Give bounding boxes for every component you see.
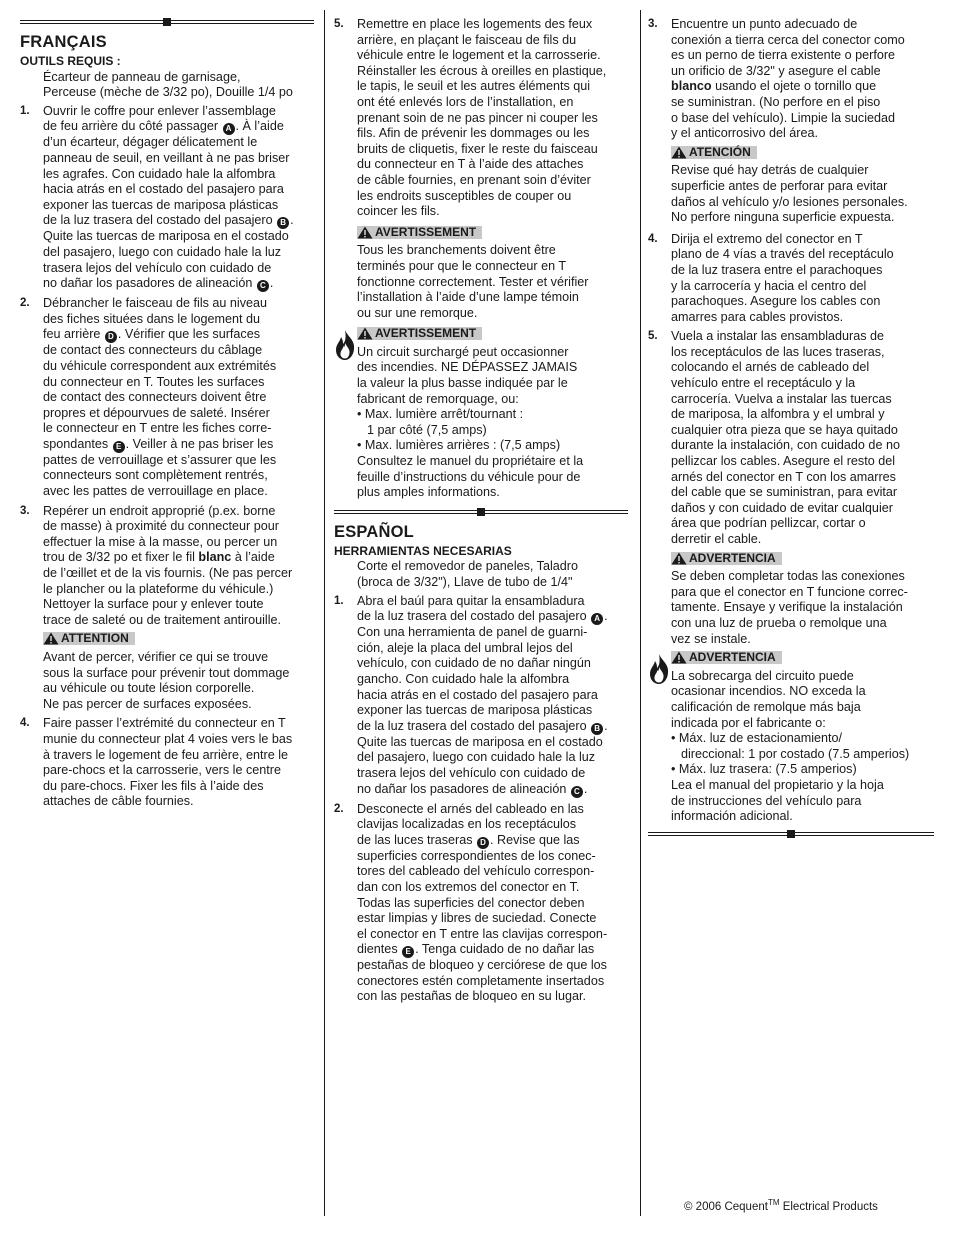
tools-label: HERRAMIENTAS NECESARIAS [334, 543, 512, 558]
fr-step-5: 5. Remettre en place les logements des feux arrière, en plaçant le faisceau de fils du véhicule entre le logement et la carrosserie. Réinstaller les écrous à oreilles en plastique, le tapis, le seuil et les autres éléments qui ont été enlevés lors de l’installation, en prenant soin de ne pas pincer ni couper les fils. Afin de prévenir les dommages ou les bruits de cliquetis, fixer le reste du faisceau du connecteur en T à l’aide des attaches de câble fournies, en prenant soin d’éviter les endroits susceptibles de couper ou coincer les fils. [334, 17, 607, 219]
marker-e-icon: E [402, 946, 414, 958]
tools-list: Corte el removedor de paneles, Taladro (broca de 3/32"), Llave de tubo de 1/4" [357, 559, 578, 589]
marker-e-icon: E [113, 441, 125, 453]
avertissement-label: AVERTISSEMENT [375, 326, 477, 341]
fr-attention-box: ATTENTION Avant de percer, vérifier ce qui se trouve sous la surface pour prévenir tout dommage au véhicule ou toute lésion corporelle. Ne pas percer de surfaces exposées. [43, 631, 290, 711]
marker-c-icon: C [571, 786, 583, 798]
advertencia-label: ADVERTENCIA [689, 550, 776, 565]
es-warning-box-2: ADVERTENCIA La sobrecarga del circuito puede ocasionar incendios. NO exceda la calificación de remolque más baja indicada por el fabricante o: • Máx. luz de estacionamiento/ direccional: 1 por costado (7.5 amperios) • Máx. luz trasera: (7.5 amperios) Lea el manual del propietario y la hoja de instrucciones del vehículo para información adicional. [648, 651, 934, 825]
fire-hazard-icon [648, 653, 670, 685]
tools-label: OUTILS REQUIS : [20, 54, 121, 68]
marker-c-icon: C [257, 280, 269, 292]
warning-triangle-icon [671, 651, 687, 664]
marker-a-icon: A [223, 123, 235, 135]
marker-b-icon: B [277, 217, 289, 229]
section-rule [648, 831, 934, 837]
atencion-label: ATENCIÓN [689, 144, 751, 159]
marker-b-icon: B [591, 723, 603, 735]
marker-d-icon: D [105, 331, 117, 343]
warning-triangle-icon [671, 146, 687, 159]
warning-triangle-icon [671, 552, 687, 565]
fire-hazard-icon [334, 329, 356, 361]
section-rule [334, 509, 628, 515]
column-divider-2 [640, 10, 641, 1216]
es-step-3: 3. Encuentre un punto adecuado de conexión a tierra cerca del conector como es un perno de tierra existente o perfore un orificio de 3/32" y asegure el cable blanco usando el ojete o tornillo que se suministran. (No perfore en el piso o base del vehículo). Limpie la suciedad y el anticorrosivo del área. [648, 17, 905, 141]
es-atencion-box: ATENCIÓN Revise qué hay detrás de cualquier superficie antes de perforar para evitar daños al vehículo y/o lesiones personales. No perfore ninguna superficie expuesta. [671, 144, 908, 225]
avertissement-label: AVERTISSEMENT [375, 224, 477, 239]
es-step-4: 4. Dirija el extremo del conector en T plano de 4 vías a través del receptáculo de la luz trasera entre el parachoques y la carrocería y hacia el centro del parachoques. Asegure los cables con amarres para cables provistos. [648, 231, 894, 324]
fr-step-4: 4. Faire passer l’extrémité du connecteur en T munie du connecteur plat 4 voies vers le bas à travers le logement de feu arrière, entre le pare-chocs et la carrosserie, vers le centre du pare-chocs. Fixer les fils à l’aide des attaches de câble fournies. [20, 716, 293, 809]
advertencia-label: ADVERTENCIA [689, 650, 776, 665]
fr-warning-box-2: AVERTISSEMENT Un circuit surchargé peut occasionner des incendies. NE DÉPASSEZ JAMAIS la valeur la plus basse indiquée par le fabricant de remorquage, ou: • Max. lumière arrêt/tournant : 1 par côté (7,5 amps) • Max. lumières arrières : (7,5 amps) Consultez le manuel du propriétaire et la feuille d’instructions du véhicule pour de plus amples informations. [334, 327, 628, 501]
column-french [20, 0, 314, 814]
warning-triangle-icon [43, 632, 59, 645]
es-warning-box-1: ADVERTENCIA Se deben completar todas las conexiones para que el conector en T funcione correc- tamente. Ensaye y verifique la instalación con una luz de prueba o remolque una vez se instale. [671, 550, 908, 646]
column-divider-1 [324, 10, 325, 1216]
heading-francais: FRANÇAIS [20, 33, 107, 51]
fr-warning-box-1: AVERTISSEMENT Tous les branchements doivent être terminés pour que le connecteur en T fonctionne correctement. Tester et vérifier l’installation à l’aide d’une lampe témoin ou sur une remorque. [357, 224, 589, 320]
tools-list: Écarteur de panneau de garnisage, Perceuse (mèche de 3/32 po), Douille 1/4 po [43, 69, 293, 100]
es-step-5: 5. Vuela a instalar las ensambladuras de los receptáculos de las luces traseras, colocando el arnés de cableado del vehículo entre el receptáculo y la carrocería. Vuelva a instalar las tuercas de mariposa, la alfombra y el umbral y cualquier otra pieza que se haya quitado durante la instalación, con cuidado de no pellizcar los cables. Asegure el resto del arnés del conector en T con los amarres del cable que se suministran, para evitar daños y con cuidado de evitar cualquier área que podrían pellizcar, cortar o derretir el cable. [648, 329, 900, 546]
es-step-1: 1. Abra el baúl para quitar la ensambladura de la luz trasera del costado del pasajero A . Con una herramienta de panel de guarni- ción, aleje la placa del umbral lejos del vehículo, con cuidado de no dañar ningún gancho. Con cuidado hale la alfombra hacia atrás en el costado del pasajero para exponer las tuercas de mariposa plásticas de la luz trasera del costado del pasajero B . Quite las tuercas de mariposa en el costado del pasajero, luego con cuidado hale la luz trasera lejos del vehículo con cuidado de no dañar los pasadores de alineación C . [334, 593, 608, 796]
heading-espanol: ESPAÑOL [334, 522, 414, 541]
column-spanish-continued [648, 0, 934, 837]
fr-step-3: 3. Repérer un endroit approprié (p.ex. borne de masse) à proximité du connecteur pour effectuer la mise à la masse, ou percer un trou de 3/32 po et fixer le fil blanc à l’aide de l’œillet et de la vis fournis. (Ne pas percer le plancher ou la plateforme du véhicule.) Nettoyer la surface pour y enlever toute trace de saleté ou de traitement antirouille. [20, 503, 293, 627]
copyright-notice: © 2006 Cequent™ Electrical Products [684, 1198, 878, 1213]
column-middle [334, 0, 628, 1009]
marker-a-icon: A [591, 613, 603, 625]
warning-triangle-icon [357, 226, 373, 239]
attention-label: ATTENTION [61, 631, 129, 646]
fr-step-1: 1. Ouvrir le coffre pour enlever l’assemblage de feu arrière du côté passager A . À l’aide d’un écarteur, dégager délicatement le panneau de seuil, en veillant à ne pas briser les agrafes. Con cuidado hale la alfombra hacia atrás en el costado del pasajero para exponer las tuercas de mariposa plásticas de la luz trasera del costado del pasajero B . Quite las tuercas de mariposa en el costado del pasajero, luego con cuidado hale la luz trasera lejos del vehículo con cuidado de no dañar los pasadores de alineación C . [20, 103, 294, 291]
warning-triangle-icon [357, 327, 373, 340]
marker-d-icon: D [477, 837, 489, 849]
section-rule [20, 19, 314, 25]
es-step-2: 2. Desconecte el arnés del cableado en las clavijas localizadas en los receptáculos de las luces traseras D . Revise que las superficies correspondientes de los conec- tores del cableado del vehículo correspon- dan con los extremos del conector en T. Todas las superficies del conector deben estar limpias y libres de suciedad. Conecte el conector en T entre las clavijas correspon- dientes E . Tenga cuidado de no dañar las pestañas de bloqueo y cerciórese de que los conectores estén completamente insertados con las pestañas de bloqueo en su lugar. [334, 801, 608, 1004]
fr-step-2: 2. Débrancher le faisceau de fils au niveau des fiches situées dans le logement du feu arrière D . Vérifier que les surfaces de contact des connecteurs du câblage du véhicule correspondent aux extrémités du connecteur en T. Toutes les surfaces de contact des connecteurs doivent être propres et dépourvues de saleté. Insérer le connecteur en T entre les fiches corre- spondantes E . Veiller à ne pas briser les pattes de verrouillage et s’assurer que les connecteurs sont complètement rentrés, avec les pattes de verrouillage en place. [20, 296, 277, 499]
